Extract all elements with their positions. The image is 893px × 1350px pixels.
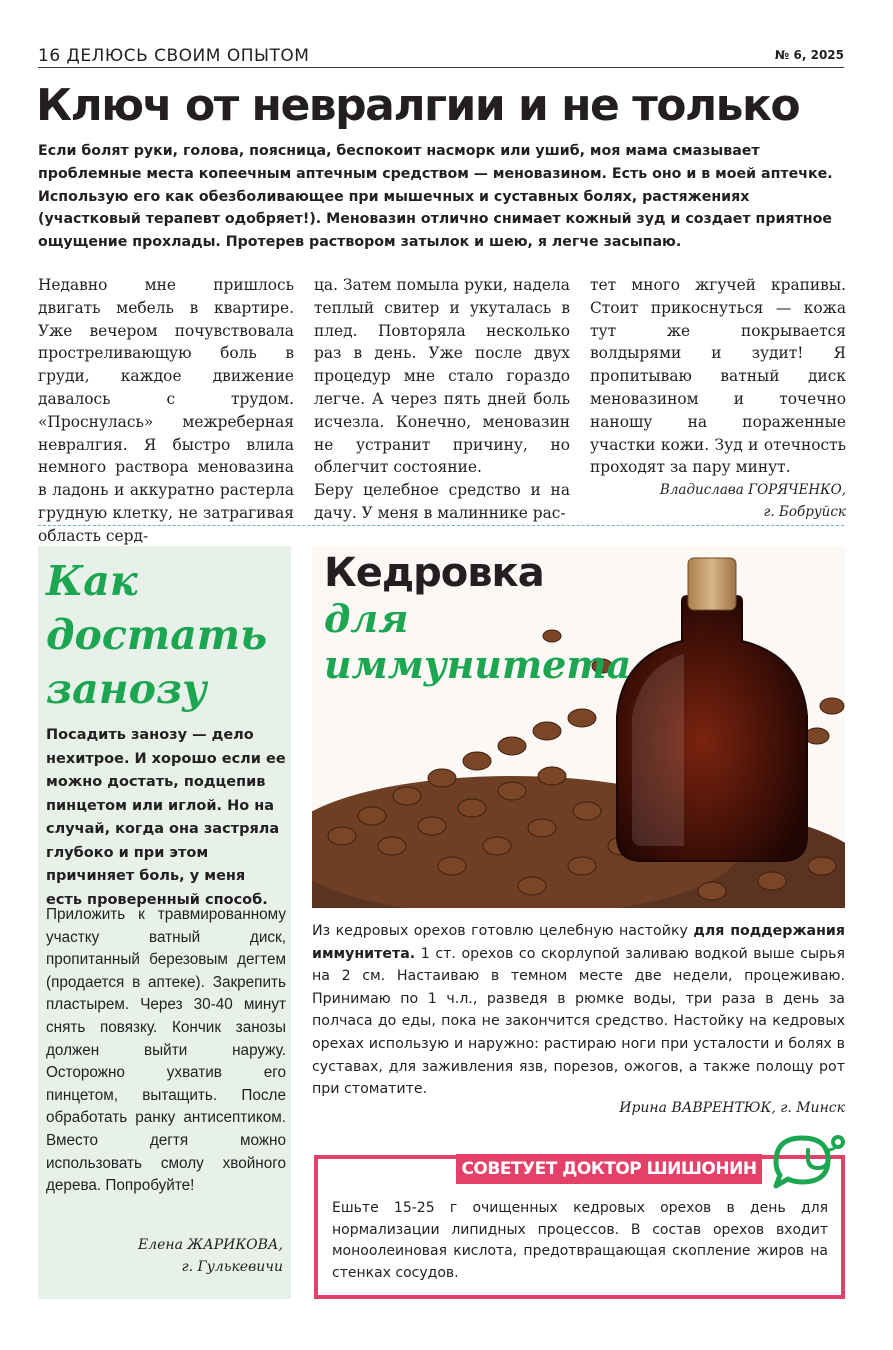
kedrovka-signature: Ирина ВАВРЕНТЮК, г. Минск <box>619 1100 845 1116</box>
article-title: Ключ от невралгии и не только <box>36 80 800 131</box>
article-column-1 <box>38 274 294 548</box>
sidebar-lead: Посадить занозу — дело нехитрое. И хорошо если ее можно достать, подцепив пинцетом или иглой. Но на случай, когда она застряла глубоко и при этом причиняет боль, у меня есть проверенный способ. <box>46 727 286 908</box>
sidebar-title: Как достать занозу <box>46 557 268 713</box>
sidebar-body: Приложить к травмированному участку ватный диск, пропитанный березовым дегтем (продается в аптеке). Закрепить пластырем. Через 30-40 минут снять повязку. Кончик занозы должен выйти наружу. Осторожно ухватив его пинцетом, вытащить. После обработать ранку антисептиком. Вместо дегтя можно использовать смолу хвойного дерева. Попробуйте! <box>46 906 286 1195</box>
page-header <box>38 44 844 68</box>
doctor-tip-heading: СОВЕТУЕТ ДОКТОР ШИШОНИН <box>456 1154 762 1184</box>
article-text: Беру целебное средство и на дачу. У меня в малиннике рас- <box>314 481 570 522</box>
article-text: тет много жгучей крапивы. Стоит прикоснуться — кожа тут же покрывается волдырями и зудит! Я пропитываю ватный диск меновазином и точечно наношу на пораженные участки кожи. Зуд и отечность проходят за пару минут. <box>590 276 846 477</box>
sidebar-signature <box>46 1234 283 1278</box>
kedrovka-title: Кедровка <box>324 550 544 596</box>
kedrovka-subtitle <box>324 596 631 688</box>
article-column-2 <box>314 274 570 525</box>
article-lead: Если болят руки, голова, поясница, беспокоит насморк или ушиб, моя мама смазывает проблемные места копеечным аптечным средством — меновазином. Есть оно и в моей аптечке. Использую его как обезболивающее при мышечных и суставных болях, растяжениях (участковый терапевт одобряет!). Меновазин отлично снимает кожный зуд и создает приятное ощущение прохлады. Протерев раствором затылок и шею, я легче засыпаю. <box>38 143 833 251</box>
stethoscope-chat-icon <box>766 1128 846 1192</box>
splinter-sidebar <box>38 546 291 1299</box>
article-text: ца. Затем помыла руки, надела теплый свитер и укуталась в плед. Повторяла несколько раз в день. Уже после двух процедур мне стало гораздо легче. А через пять дней боль исчезла. Конечно, меновазин не устранит причину, но облегчит состояние. <box>314 276 570 477</box>
issue-number: № 6, 2025 <box>774 48 844 62</box>
section-divider <box>38 525 844 526</box>
subtitle-line: иммунитета <box>324 642 632 687</box>
author-city: г. Бобруйск <box>763 504 846 521</box>
article-column-3 <box>590 274 846 523</box>
page-section: 16 ДЕЛЮСЬ СВОИМ ОПЫТОМ <box>38 46 310 66</box>
author-name: Владислава ГОРЯЧЕНКО, <box>659 482 846 499</box>
doctor-tip-text: Ешьте 15-25 г очищенных кедровых орехов в день для нормализации липидных процессов. В состав орехов входит моноолеиновая кислота, предотвращающая скопление жиров на стенках сосудов. <box>332 1200 828 1281</box>
body-text: Из кедровых орехов готовлю целебную настойку <box>312 923 694 939</box>
author-city: г. Гулькевичи <box>181 1259 283 1275</box>
body-text: 1 ст. орехов со скорлупой заливаю водкой выше сырья на 2 см. Настаиваю в темном месте две недели, процеживаю. Принимаю по 1 ч.л., разведя в рюмке воды, три раза в день за полчаса до еды, пока не закончится средство. Настойку на кедровых орехах использую и наружно: растираю ноги при усталости и болях в суставах, для заживления язв, порезов, ожогов, а также полощу рот при стоматите. <box>312 945 845 1098</box>
subtitle-line: для <box>324 596 409 641</box>
author-name: Елена ЖАРИКОВА, <box>137 1237 283 1253</box>
article-text: Недавно мне пришлось двигать мебель в квартире. Уже вечером почувствовала простреливающую боль в груди, каждое движение давалось с трудом. «Проснулась» межреберная невралгия. Я быстро влила немного раствора меновазина в ладонь и аккуратно растерла грудную клетку, не затрагивая область серд- <box>38 276 294 545</box>
kedrovka-body <box>312 920 845 1101</box>
body-emphasis: для поддержания иммунитета. <box>312 923 845 962</box>
